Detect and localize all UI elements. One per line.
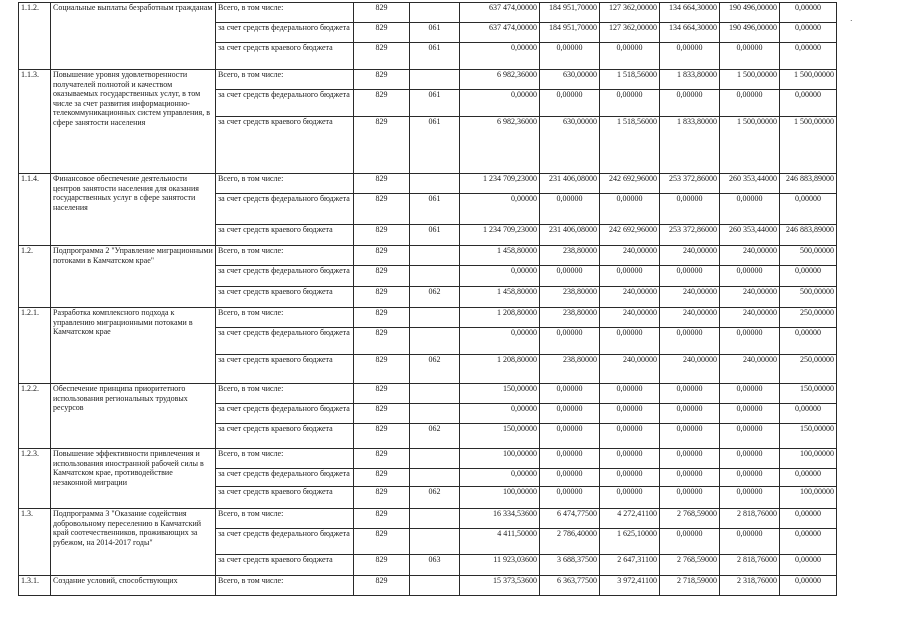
program-code: 061 — [410, 194, 460, 225]
funding-source: Всего, в том числе: — [216, 70, 354, 90]
amount-cell: 240,00000 — [660, 308, 720, 328]
program-code — [410, 328, 460, 355]
amount-cell: 2 818,76000 — [720, 509, 780, 529]
amount-cell: 0,00000 — [720, 43, 780, 70]
item-number: 1.1.2. — [19, 3, 51, 70]
funding-source: за счет средств федерального бюджета — [216, 194, 354, 225]
grbs-code: 829 — [354, 328, 410, 355]
amount-cell: 0,00000 — [780, 529, 837, 555]
program-code — [410, 449, 460, 469]
funding-source: за счет средств федерального бюджета — [216, 404, 354, 424]
amount-cell: 0,00000 — [720, 266, 780, 287]
amount-cell: 1 500,00000 — [780, 70, 837, 90]
funding-source: Всего, в том числе: — [216, 246, 354, 266]
grbs-code: 829 — [354, 246, 410, 266]
table-row — [19, 308, 837, 328]
funding-source: за счет средств краевого бюджета — [216, 287, 354, 308]
amount-cell: 134 664,30000 — [660, 23, 720, 43]
program-code — [410, 509, 460, 529]
amount-cell: 246 883,89000 — [780, 174, 837, 194]
grbs-code: 829 — [354, 555, 410, 576]
amount-cell: 242 692,96000 — [600, 174, 660, 194]
amount-cell: 6 474,77500 — [540, 509, 600, 529]
amount-cell: 240,00000 — [720, 287, 780, 308]
program-code: 062 — [410, 355, 460, 384]
funding-source: за счет средств краевого бюджета — [216, 43, 354, 70]
item-title: Подпрограмма 3 "Оказание содействия добровольному переселению в Камчатский край соотечественников, проживающих за рубежом, на 2014-2017 годы" — [51, 509, 216, 576]
amount-cell: 238,80000 — [540, 355, 600, 384]
amount-cell: 240,00000 — [600, 287, 660, 308]
amount-cell: 2 768,59000 — [660, 509, 720, 529]
amount-cell: 0,00000 — [460, 90, 540, 117]
amount-cell: 2 768,59000 — [660, 555, 720, 576]
grbs-code: 829 — [354, 43, 410, 70]
amount-cell: 0,00000 — [600, 194, 660, 225]
amount-cell: 1 518,56000 — [600, 70, 660, 90]
amount-cell: 1 500,00000 — [780, 117, 837, 174]
amount-cell: 240,00000 — [720, 308, 780, 328]
amount-cell: 1 458,80000 — [460, 287, 540, 308]
amount-cell: 0,00000 — [540, 90, 600, 117]
amount-cell: 127 362,00000 — [600, 3, 660, 23]
amount-cell: 637 474,00000 — [460, 3, 540, 23]
amount-cell: 0,00000 — [540, 424, 600, 449]
amount-cell: 0,00000 — [460, 194, 540, 225]
amount-cell: 0,00000 — [600, 404, 660, 424]
amount-cell: 1 208,80000 — [460, 308, 540, 328]
funding-source: Всего, в том числе: — [216, 384, 354, 404]
item-title: Подпрограмма 2 "Управление миграционными потоками в Камчатском крае" — [51, 246, 216, 308]
amount-cell: 0,00000 — [600, 328, 660, 355]
funding-source: за счет средств федерального бюджета — [216, 266, 354, 287]
amount-cell: 1 833,80000 — [660, 70, 720, 90]
grbs-code: 829 — [354, 487, 410, 509]
amount-cell: 2 647,31100 — [600, 555, 660, 576]
amount-cell: 11 923,03600 — [460, 555, 540, 576]
amount-cell: 260 353,44000 — [720, 225, 780, 246]
amount-cell: 630,00000 — [540, 70, 600, 90]
margin-mark: . — [850, 13, 853, 23]
amount-cell: 238,80000 — [540, 308, 600, 328]
grbs-code: 829 — [354, 355, 410, 384]
amount-cell: 0,00000 — [660, 384, 720, 404]
amount-cell: 0,00000 — [660, 404, 720, 424]
amount-cell: 242 692,96000 — [600, 225, 660, 246]
amount-cell: 0,00000 — [720, 384, 780, 404]
grbs-code: 829 — [354, 3, 410, 23]
table-row — [19, 449, 837, 469]
amount-cell: 16 334,53600 — [460, 509, 540, 529]
funding-source: за счет средств федерального бюджета — [216, 469, 354, 487]
table-row — [19, 246, 837, 266]
grbs-code: 829 — [354, 384, 410, 404]
grbs-code: 829 — [354, 404, 410, 424]
table-row — [19, 70, 837, 90]
program-code: 061 — [410, 23, 460, 43]
amount-cell: 0,00000 — [460, 469, 540, 487]
grbs-code: 829 — [354, 576, 410, 596]
item-title: Финансовое обеспечение деятельности центров занятости населения для оказания государственных услуг в сфере занятости населения — [51, 174, 216, 246]
program-code: 062 — [410, 287, 460, 308]
funding-source: Всего, в том числе: — [216, 308, 354, 328]
amount-cell: 0,00000 — [780, 90, 837, 117]
table-row — [19, 3, 837, 23]
amount-cell: 0,00000 — [660, 266, 720, 287]
amount-cell: 0,00000 — [540, 404, 600, 424]
amount-cell: 15 373,53600 — [460, 576, 540, 596]
program-code: 061 — [410, 90, 460, 117]
amount-cell: 0,00000 — [540, 328, 600, 355]
grbs-code: 829 — [354, 174, 410, 194]
amount-cell: 0,00000 — [600, 43, 660, 70]
amount-cell: 0,00000 — [600, 90, 660, 117]
program-code: 061 — [410, 117, 460, 174]
amount-cell: 1 833,80000 — [660, 117, 720, 174]
funding-source: за счет средств краевого бюджета — [216, 555, 354, 576]
program-code — [410, 70, 460, 90]
amount-cell: 150,00000 — [460, 424, 540, 449]
funding-source: за счет средств краевого бюджета — [216, 424, 354, 449]
funding-source: за счет средств краевого бюджета — [216, 225, 354, 246]
item-number: 1.3. — [19, 509, 51, 576]
grbs-code: 829 — [354, 424, 410, 449]
grbs-code: 829 — [354, 225, 410, 246]
program-code — [410, 3, 460, 23]
item-number: 1.2.2. — [19, 384, 51, 449]
funding-source: Всего, в том числе: — [216, 449, 354, 469]
amount-cell: 0,00000 — [460, 43, 540, 70]
program-code — [410, 469, 460, 487]
amount-cell: 0,00000 — [600, 266, 660, 287]
grbs-code: 829 — [354, 70, 410, 90]
amount-cell: 0,00000 — [780, 43, 837, 70]
funding-source: Всего, в том числе: — [216, 3, 354, 23]
amount-cell: 6 363,77500 — [540, 576, 600, 596]
amount-cell: 0,00000 — [600, 449, 660, 469]
amount-cell: 1 234 709,23000 — [460, 174, 540, 194]
amount-cell: 250,00000 — [780, 308, 837, 328]
amount-cell: 0,00000 — [720, 424, 780, 449]
funding-source: за счет средств федерального бюджета — [216, 328, 354, 355]
amount-cell: 0,00000 — [660, 469, 720, 487]
amount-cell: 260 353,44000 — [720, 174, 780, 194]
grbs-code: 829 — [354, 308, 410, 328]
grbs-code: 829 — [354, 117, 410, 174]
item-number: 1.1.3. — [19, 70, 51, 174]
amount-cell: 4 411,50000 — [460, 529, 540, 555]
program-code: 061 — [410, 43, 460, 70]
grbs-code: 829 — [354, 509, 410, 529]
item-number: 1.3.1. — [19, 576, 51, 596]
amount-cell: 0,00000 — [600, 487, 660, 509]
amount-cell: 0,00000 — [660, 194, 720, 225]
amount-cell: 0,00000 — [660, 43, 720, 70]
amount-cell: 0,00000 — [540, 194, 600, 225]
amount-cell: 4 272,41100 — [600, 509, 660, 529]
funding-source: Всего, в том числе: — [216, 576, 354, 596]
amount-cell: 0,00000 — [540, 266, 600, 287]
amount-cell: 240,00000 — [660, 287, 720, 308]
amount-cell: 0,00000 — [780, 576, 837, 596]
amount-cell: 637 474,00000 — [460, 23, 540, 43]
grbs-code: 829 — [354, 529, 410, 555]
item-title: Повышение эффективности привлечения и использования иностранной рабочей силы в Камчатском крае, противодействие незаконной миграции — [51, 449, 216, 509]
amount-cell: 184 951,70000 — [540, 23, 600, 43]
amount-cell: 0,00000 — [720, 90, 780, 117]
amount-cell: 0,00000 — [720, 328, 780, 355]
amount-cell: 231 406,08000 — [540, 174, 600, 194]
amount-cell: 240,00000 — [720, 246, 780, 266]
amount-cell: 0,00000 — [540, 449, 600, 469]
amount-cell: 0,00000 — [720, 487, 780, 509]
amount-cell: 250,00000 — [780, 355, 837, 384]
amount-cell: 2 818,76000 — [720, 555, 780, 576]
amount-cell: 150,00000 — [780, 384, 837, 404]
amount-cell: 1 458,80000 — [460, 246, 540, 266]
item-title: Повышение уровня удовлетворенности получателей полнотой и качеством оказываемых государственных услуг, в том числе за счет развития информационно-телекоммуникационных систем управления, в сфере занятости населения — [51, 70, 216, 174]
amount-cell: 0,00000 — [600, 424, 660, 449]
amount-cell: 2 718,59000 — [660, 576, 720, 596]
amount-cell: 0,00000 — [460, 266, 540, 287]
amount-cell: 253 372,86000 — [660, 174, 720, 194]
amount-cell: 150,00000 — [780, 424, 837, 449]
grbs-code: 829 — [354, 90, 410, 117]
program-code: 062 — [410, 487, 460, 509]
item-number: 1.2.3. — [19, 449, 51, 509]
amount-cell: 190 496,00000 — [720, 23, 780, 43]
amount-cell: 500,00000 — [780, 287, 837, 308]
amount-cell: 238,80000 — [540, 287, 600, 308]
amount-cell: 0,00000 — [460, 328, 540, 355]
amount-cell: 240,00000 — [660, 355, 720, 384]
grbs-code: 829 — [354, 469, 410, 487]
grbs-code: 829 — [354, 194, 410, 225]
amount-cell: 1 234 709,23000 — [460, 225, 540, 246]
amount-cell: 0,00000 — [540, 469, 600, 487]
amount-cell: 3 972,41100 — [600, 576, 660, 596]
amount-cell: 240,00000 — [600, 355, 660, 384]
amount-cell: 0,00000 — [660, 449, 720, 469]
amount-cell: 253 372,86000 — [660, 225, 720, 246]
funding-source: Всего, в том числе: — [216, 174, 354, 194]
funding-source: за счет средств краевого бюджета — [216, 117, 354, 174]
amount-cell: 0,00000 — [660, 90, 720, 117]
item-number: 1.2. — [19, 246, 51, 308]
program-code — [410, 266, 460, 287]
amount-cell: 0,00000 — [720, 449, 780, 469]
amount-cell: 0,00000 — [660, 424, 720, 449]
amount-cell: 6 982,36000 — [460, 70, 540, 90]
amount-cell: 240,00000 — [660, 246, 720, 266]
amount-cell: 0,00000 — [780, 23, 837, 43]
table-row — [19, 509, 837, 529]
amount-cell: 1 518,56000 — [600, 117, 660, 174]
amount-cell: 238,80000 — [540, 246, 600, 266]
amount-cell: 1 625,10000 — [600, 529, 660, 555]
funding-source: за счет средств федерального бюджета — [216, 90, 354, 117]
amount-cell: 6 982,36000 — [460, 117, 540, 174]
amount-cell: 127 362,00000 — [600, 23, 660, 43]
grbs-code: 829 — [354, 266, 410, 287]
program-code — [410, 529, 460, 555]
amount-cell: 0,00000 — [780, 3, 837, 23]
amount-cell: 2 786,40000 — [540, 529, 600, 555]
amount-cell: 0,00000 — [720, 529, 780, 555]
funding-source: за счет средств федерального бюджета — [216, 23, 354, 43]
table-row — [19, 576, 837, 596]
amount-cell: 0,00000 — [780, 404, 837, 424]
amount-cell: 0,00000 — [720, 194, 780, 225]
amount-cell: 0,00000 — [660, 487, 720, 509]
grbs-code: 829 — [354, 287, 410, 308]
item-title: Обеспечение принципа приоритетного использования региональных трудовых ресурсов — [51, 384, 216, 449]
amount-cell: 100,00000 — [780, 449, 837, 469]
amount-cell: 240,00000 — [600, 246, 660, 266]
item-title: Разработка комплексного подхода к управлению миграционными потоками в Камчатском крае — [51, 308, 216, 384]
amount-cell: 0,00000 — [780, 469, 837, 487]
amount-cell: 100,00000 — [460, 487, 540, 509]
amount-cell: 184 951,70000 — [540, 3, 600, 23]
funding-source: за счет средств краевого бюджета — [216, 355, 354, 384]
item-number: 1.1.4. — [19, 174, 51, 246]
amount-cell: 1 208,80000 — [460, 355, 540, 384]
amount-cell: 630,00000 — [540, 117, 600, 174]
item-title: Создание условий, способствующих — [51, 576, 216, 596]
amount-cell: 134 664,30000 — [660, 3, 720, 23]
amount-cell: 0,00000 — [460, 404, 540, 424]
amount-cell: 3 688,37500 — [540, 555, 600, 576]
amount-cell: 0,00000 — [780, 266, 837, 287]
program-code: 063 — [410, 555, 460, 576]
amount-cell: 0,00000 — [780, 555, 837, 576]
amount-cell: 1 500,00000 — [720, 70, 780, 90]
amount-cell: 0,00000 — [660, 529, 720, 555]
amount-cell: 0,00000 — [540, 384, 600, 404]
amount-cell: 246 883,89000 — [780, 225, 837, 246]
amount-cell: 0,00000 — [780, 194, 837, 225]
amount-cell: 0,00000 — [540, 487, 600, 509]
amount-cell: 240,00000 — [720, 355, 780, 384]
program-code: 062 — [410, 424, 460, 449]
table-row — [19, 384, 837, 404]
item-title: Социальные выплаты безработным гражданам — [51, 3, 216, 70]
amount-cell: 231 406,08000 — [540, 225, 600, 246]
amount-cell: 150,00000 — [460, 384, 540, 404]
program-code — [410, 404, 460, 424]
table-body — [19, 3, 837, 596]
program-code — [410, 384, 460, 404]
table-row — [19, 174, 837, 194]
amount-cell: 0,00000 — [540, 43, 600, 70]
amount-cell: 0,00000 — [780, 328, 837, 355]
funding-source: за счет средств краевого бюджета — [216, 487, 354, 509]
amount-cell: 100,00000 — [460, 449, 540, 469]
budget-table — [18, 2, 837, 596]
program-code — [410, 174, 460, 194]
amount-cell: 0,00000 — [720, 469, 780, 487]
amount-cell: 2 318,76000 — [720, 576, 780, 596]
amount-cell: 100,00000 — [780, 487, 837, 509]
program-code — [410, 576, 460, 596]
funding-source: Всего, в том числе: — [216, 509, 354, 529]
grbs-code: 829 — [354, 23, 410, 43]
amount-cell: 0,00000 — [720, 404, 780, 424]
amount-cell: 0,00000 — [660, 328, 720, 355]
program-code: 061 — [410, 225, 460, 246]
program-code — [410, 246, 460, 266]
amount-cell: 0,00000 — [600, 469, 660, 487]
amount-cell: 1 500,00000 — [720, 117, 780, 174]
item-number: 1.2.1. — [19, 308, 51, 384]
program-code — [410, 308, 460, 328]
amount-cell: 0,00000 — [600, 384, 660, 404]
amount-cell: 500,00000 — [780, 246, 837, 266]
amount-cell: 240,00000 — [600, 308, 660, 328]
amount-cell: 190 496,00000 — [720, 3, 780, 23]
grbs-code: 829 — [354, 449, 410, 469]
funding-source: за счет средств федерального бюджета — [216, 529, 354, 555]
amount-cell: 0,00000 — [780, 509, 837, 529]
